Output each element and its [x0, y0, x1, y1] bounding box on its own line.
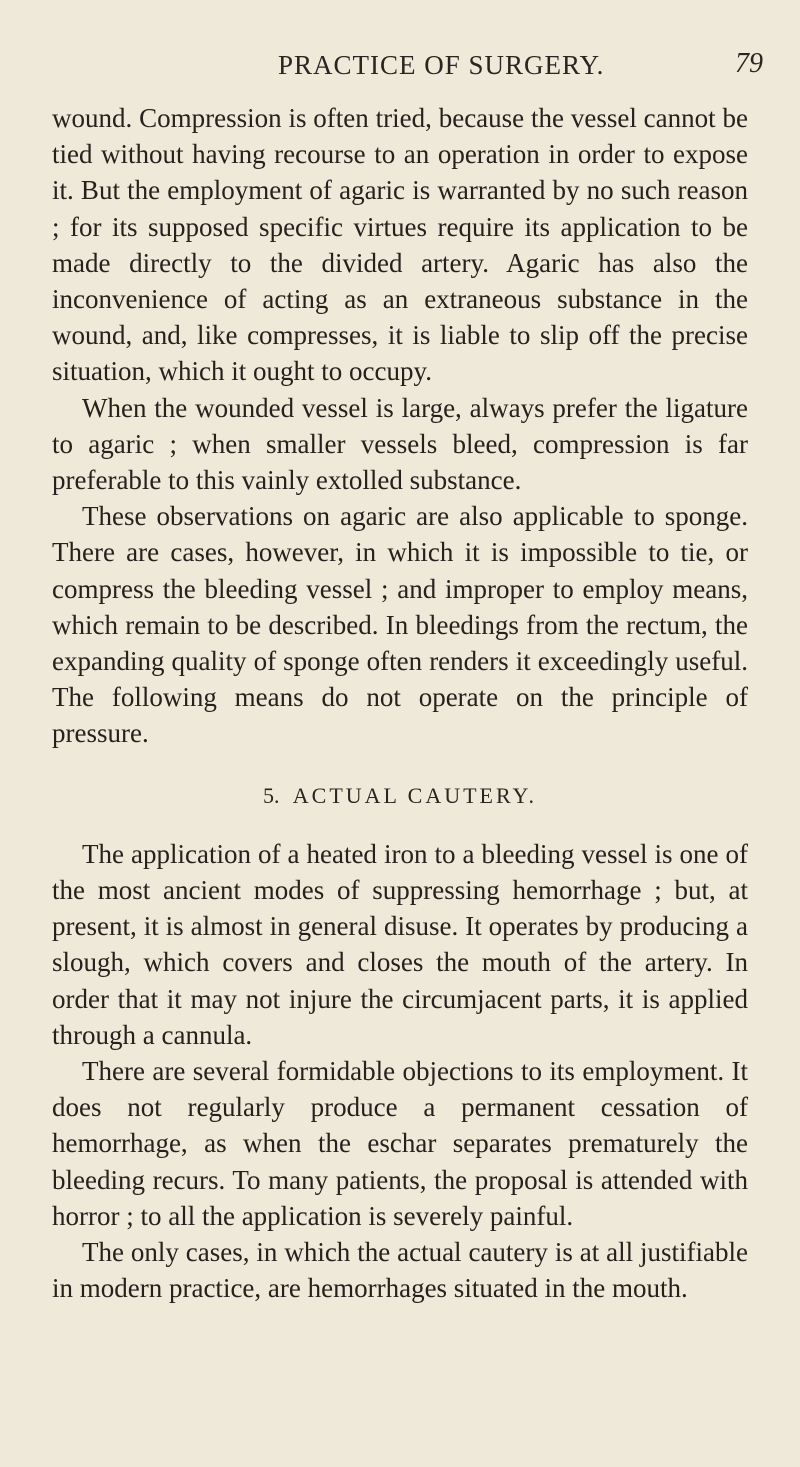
section-number: 5. — [262, 782, 280, 808]
section-heading — [52, 778, 748, 814]
paragraph-justifiable-cases: The only cases, in which the actual cautery is at all justifiable in modern practice, are hemorrhages situated in the mouth. — [52, 1237, 748, 1304]
section-title: ACTUAL CAUTERY. — [292, 782, 538, 808]
paragraph-ligature-preference: When the wounded vessel is large, always prefer the ligature to agaric ; when smaller vessels bleed, compression is far preferable to this vainly extolled substance. — [52, 392, 748, 496]
page-header — [0, 38, 800, 78]
page-number: 79 — [735, 48, 763, 79]
paragraph-wound-compression: wound. Compression is often tried, because the vessel cannot be tied without having recourse to an operation in order to expose it. But the employment of agaric is warranted by no such reason ; for its supposed specific virtues require its application to be made directly to the divided artery. Agaric has also the inconvenience of acting as an extraneous substance in the wound, and, like compresses, it is liable to slip off the precise situation, which it ought to occupy. — [52, 103, 748, 387]
paragraph-heated-iron: The application of a heated iron to a bleeding vessel is one of the most ancient modes of suppressing hemorrhage ; but, at present, it is almost in general disuse. It operates by producing a slough, which covers and closes the mouth of the artery. In order that it may not injure the circumjacent parts, it is applied through a cannula. — [52, 838, 748, 1050]
running-head: PRACTICE OF SURGERY. — [278, 50, 605, 80]
paragraph-objections: There are several formidable objections to its employment. It does not regularly produce a permanent cessation of hemorrhage, as when the eschar separates prematurely the bleeding recurs. To many patients, the proposal is attended with horror ; to all the application is severely painful. — [52, 1056, 748, 1231]
paragraph-sponge: These observations on agaric are also applicable to sponge. There are cases, however, in which it is impossible to tie, or compress the bleeding vessel ; and improper to employ means, which remain to be described. In bleedings from the rectum, the expanding quality of sponge often renders it exceedingly useful. The following means do not operate on the principle of pressure. — [52, 501, 748, 749]
body-text — [52, 100, 748, 1307]
